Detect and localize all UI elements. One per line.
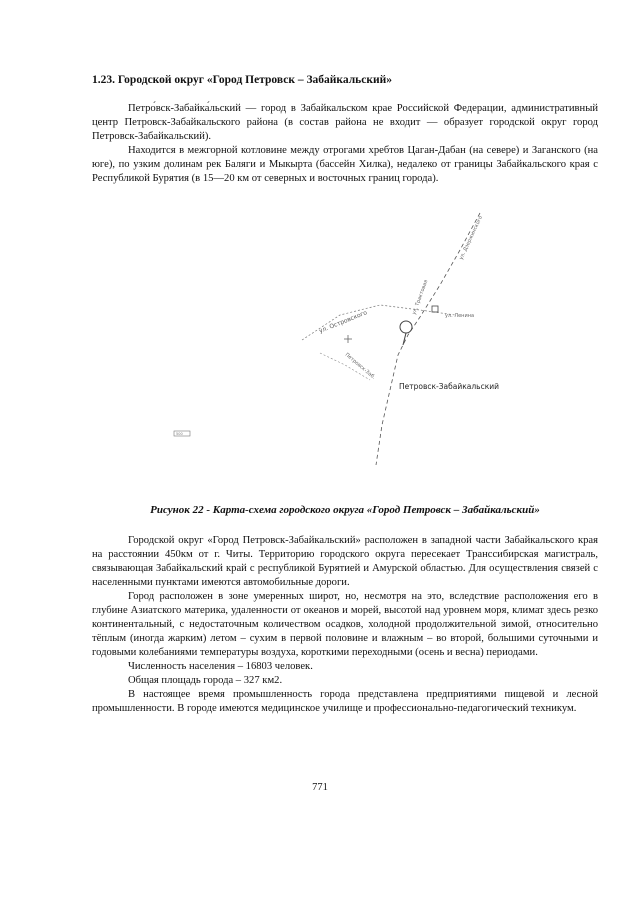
figure-caption: Рисунок 22 - Карта-схема городского округа «Город Петровск – Забайкальский»: [150, 504, 540, 516]
page-number: 771: [312, 782, 328, 793]
body-text: [92, 534, 598, 716]
body-paragraph-industry: В настоящее время промышленность города представлена предприятиями пищевой и лесной промышленности. В городе имеются медицинское училище и профессионально-педагогический техникум.: [92, 689, 598, 714]
intro-text: [92, 102, 598, 186]
cross-marker-icon: [344, 335, 352, 343]
intro-paragraph-2: Находится в межгорной котловине между отрогами хребтов Цаган-Дабан (на севере) и Заганского (на юге), по узким долинам рек Баляги и Мыкырта (бассейн Хилка), недалеко от границы Забайкальского края с Республикой Бурятия (в 15—20 км от северных и восточных границ города).: [92, 145, 598, 184]
street-label-ostrovskogo: ул. Островского: [318, 309, 369, 335]
road-label-lenina: ул. Ленина: [445, 313, 475, 319]
road-label-dzerzhinskogo: ул. Дзержинского: [458, 215, 484, 261]
road-label-traktovaya: ул. Трактовая: [411, 279, 430, 316]
body-paragraph-2: Город расположен в зоне умеренных широт, но, несмотря на это, вследствие расположения его в глубине Азиатского материка, удаленности от океанов и морей, высотой над уровнем моря, климат здесь резко континентальный, с недостаточным количеством осадков, холодной продолжительной зимой, относительно тёплым (иногда жарким) летом – сухим в первой половине и влажным – во второй, большими суточными и годовыми колебаниями температуры воздуха, короткими переходными (осень и весна) периодами.: [92, 591, 598, 658]
body-paragraph-1: Городской округ «Город Петровск-Забайкальский» расположен в западной части Забайкальского края на расстоянии 450км от г. Читы. Территорию городского округа пересекает Транссибирская магистраль, связывающая Забайкальский край с республикой Бурятией и Амурской областью. Для осуществления связей с населенными пунктами имеются автомобильные дороги.: [92, 535, 598, 588]
city-label: Петровск-Забайкальский: [399, 382, 499, 391]
city-map: [170, 205, 510, 490]
building-icon: [432, 306, 438, 312]
body-paragraph-area: Общая площадь города – 327 км2.: [128, 675, 283, 686]
body-paragraph-population: Численность населения – 16803 человек.: [128, 661, 313, 672]
intro-paragraph-1: Петро́вск-Забайка́льский — город в Забайкальском крае Российской Федерации, административный центр Петровск-Забайкальского района (в состав района не входит — образует городской округ город Петровск-Забайкальский).: [92, 103, 598, 142]
section-title: 1.23. Городской округ «Город Петровск – Забайкальский»: [92, 74, 392, 86]
scale-label: 500: [176, 432, 183, 436]
city-marker-icon: [400, 321, 412, 333]
road-label-petrovsk: Петровск-Заб.: [343, 351, 377, 381]
